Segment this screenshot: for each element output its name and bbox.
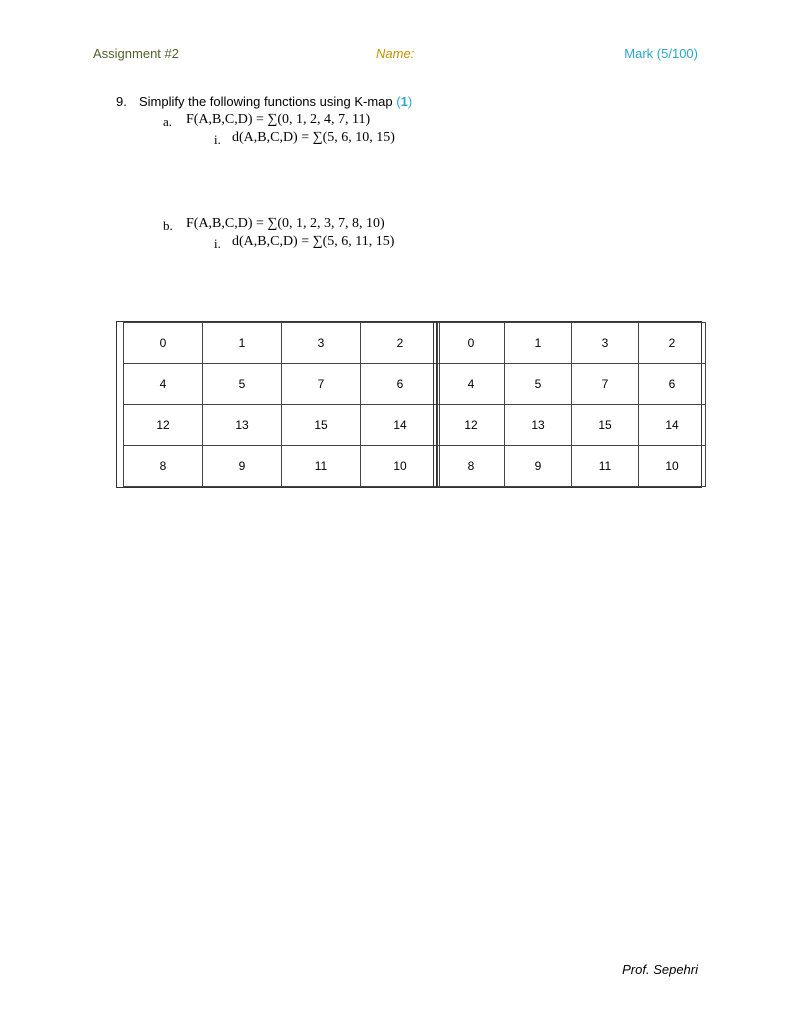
kmap-cell: 4 xyxy=(438,364,505,405)
kmap-cell: 0 xyxy=(438,323,505,364)
kmap-container xyxy=(116,321,702,488)
kmap-cell: 14 xyxy=(361,405,440,446)
part-a-function: F(A,B,C,D) = ∑(0, 1, 2, 4, 7, 11) xyxy=(186,112,371,127)
kmap-cell: 10 xyxy=(639,446,706,487)
kmap-row xyxy=(438,364,706,405)
kmap-cell: 8 xyxy=(124,446,203,487)
kmap-row xyxy=(124,323,440,364)
kmap-cell: 9 xyxy=(203,446,282,487)
kmap-cell: 15 xyxy=(282,405,361,446)
kmap-cell: 14 xyxy=(639,405,706,446)
question-text-line xyxy=(139,94,412,109)
part-b-function: F(A,B,C,D) = ∑(0, 1, 2, 3, 7, 8, 10) xyxy=(186,216,385,231)
question-mark-value: 1 xyxy=(400,94,408,109)
kmap-cell: 11 xyxy=(282,446,361,487)
kmap-cell: 5 xyxy=(505,364,572,405)
assignment-title: Assignment #2 xyxy=(93,46,179,61)
kmap-cell: 3 xyxy=(572,323,639,364)
part-a-label: a. xyxy=(163,114,173,129)
kmap-cell: 12 xyxy=(438,405,505,446)
kmap-left xyxy=(123,322,440,487)
kmap-row xyxy=(124,405,440,446)
kmap-cell: 7 xyxy=(572,364,639,405)
kmap-row xyxy=(438,446,706,487)
kmap-cell: 8 xyxy=(438,446,505,487)
kmap-cell: 5 xyxy=(203,364,282,405)
kmap-cell: 7 xyxy=(282,364,361,405)
part-a-dont-care: d(A,B,C,D) = ∑(5, 6, 10, 15) xyxy=(232,130,395,145)
kmap-cell: 3 xyxy=(282,323,361,364)
part-a-sub-label: i. xyxy=(214,132,221,147)
mark-label: Mark (5/100) xyxy=(624,46,698,61)
question-number: 9. xyxy=(116,94,127,109)
kmap-cell: 6 xyxy=(361,364,440,405)
question-mark-close: ) xyxy=(407,94,413,109)
kmap-cell: 2 xyxy=(361,323,440,364)
kmap-cell: 0 xyxy=(124,323,203,364)
name-label: Name: xyxy=(376,46,415,61)
kmap-row xyxy=(438,405,706,446)
question-text: Simplify the following functions using K-map xyxy=(139,94,393,109)
kmap-cell: 11 xyxy=(572,446,639,487)
kmap-cell: 1 xyxy=(505,323,572,364)
kmap-cell: 1 xyxy=(203,323,282,364)
kmap-row xyxy=(124,446,440,487)
kmap-cell: 10 xyxy=(361,446,440,487)
kmap-cell: 12 xyxy=(124,405,203,446)
kmap-row xyxy=(124,364,440,405)
kmap-cell: 4 xyxy=(124,364,203,405)
part-b-label: b. xyxy=(163,218,173,233)
part-b-sub-label: i. xyxy=(214,236,221,251)
kmap-cell: 2 xyxy=(639,323,706,364)
kmap-row xyxy=(438,323,706,364)
kmap-right xyxy=(437,322,706,487)
kmap-cell: 6 xyxy=(639,364,706,405)
kmap-cell: 13 xyxy=(505,405,572,446)
footer-author: Prof. Sepehri xyxy=(622,962,698,977)
part-b-dont-care: d(A,B,C,D) = ∑(5, 6, 11, 15) xyxy=(232,234,395,249)
kmap-cell: 9 xyxy=(505,446,572,487)
question-mark-open: ( xyxy=(396,94,401,109)
kmap-cell: 15 xyxy=(572,405,639,446)
kmap-cell: 13 xyxy=(203,405,282,446)
